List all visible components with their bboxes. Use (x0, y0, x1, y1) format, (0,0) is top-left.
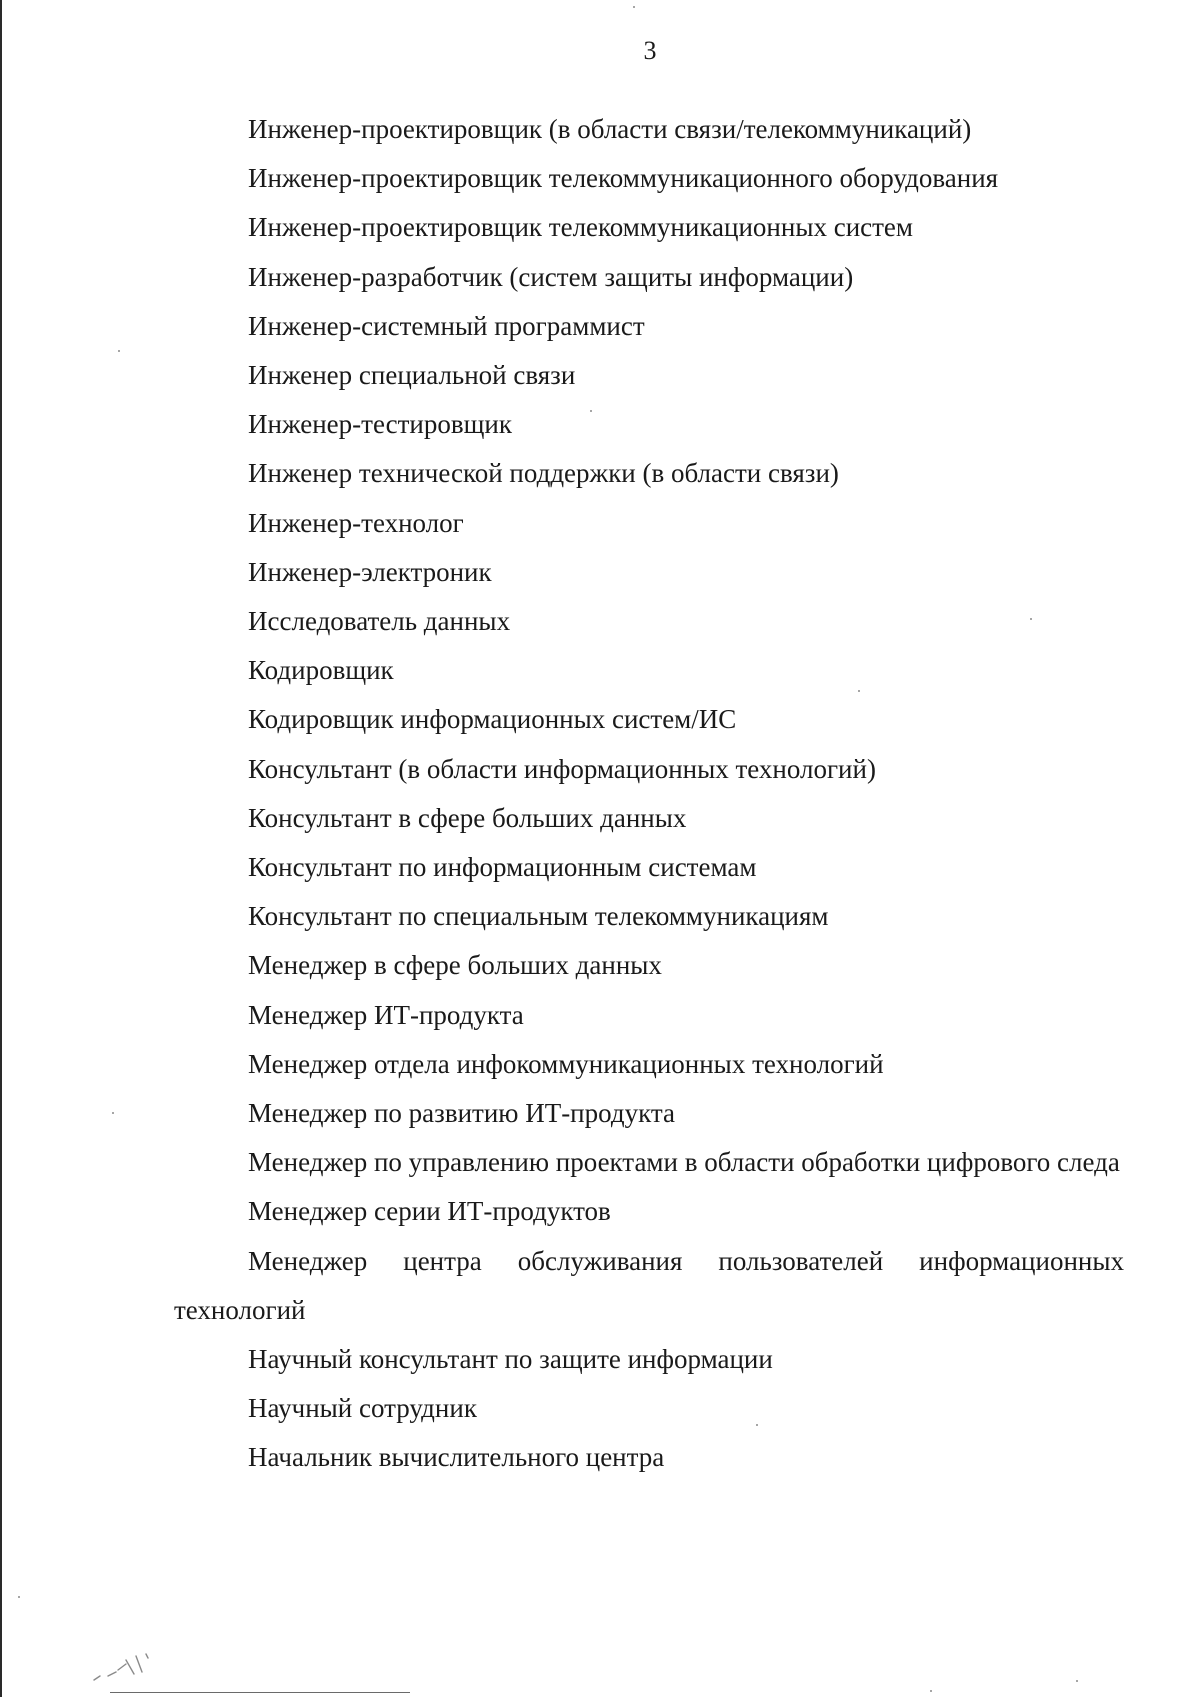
list-item: Научный консультант по защите информации (248, 1344, 773, 1375)
list-item: Менеджер центра обслуживания пользователей информационных технологий (174, 1245, 1124, 1325)
list-item: Инженер-проектировщик (в области связи/телекоммуникаций) (248, 114, 972, 144)
scan-speck (118, 350, 120, 352)
list-item: Менеджер отдела инфокоммуникационных технологий (248, 1048, 884, 1079)
scan-speck (633, 6, 635, 8)
list-item: Консультант (в области информационных технологий) (248, 753, 876, 784)
list-item: Научный сотрудник (248, 1393, 477, 1424)
scan-artifact-mark (86, 1646, 176, 1686)
list-item: Исследователь данных (248, 606, 511, 637)
list-item: Кодировщик (248, 655, 394, 686)
page-edge (0, 0, 2, 1697)
scan-speck (1076, 1680, 1078, 1682)
list-item: Инженер специальной связи (248, 360, 576, 391)
scan-speck (930, 1690, 932, 1692)
list-item: Инженер-тестировщик (248, 409, 512, 440)
scan-speck (858, 690, 860, 692)
list-item: Менеджер по развитию ИТ-продукта (248, 1098, 675, 1129)
scan-speck (1030, 618, 1032, 620)
scan-speck (590, 410, 592, 412)
scan-speck (112, 1112, 114, 1114)
scan-speck (756, 1424, 758, 1426)
list-item: Инженер-технолог (248, 507, 464, 538)
list-item: Кодировщик информационных систем/ИС (248, 704, 737, 735)
page-number: 3 (643, 36, 657, 65)
list-item: Инженер-разработчик (систем защиты информации) (248, 261, 854, 292)
list-item: Инженер-проектировщик телекоммуникационных систем (248, 212, 913, 243)
position-list (174, 105, 1124, 1483)
list-item: Менеджер в сфере больших данных (248, 950, 662, 981)
list-item: Консультант по специальным телекоммуникациям (248, 901, 829, 932)
list-item: Менеджер серии ИТ-продуктов (248, 1196, 611, 1227)
list-item: Консультант по информационным системам (248, 852, 757, 883)
list-item: Инженер-электроник (248, 556, 492, 587)
list-item: Менеджер по управлению проектами в области обработки цифрового следа (248, 1147, 1120, 1178)
list-item: Консультант в сфере больших данных (248, 802, 687, 833)
list-item: Начальник вычислительного центра (248, 1442, 665, 1473)
scan-speck (18, 1596, 20, 1598)
list-item: Инженер-системный программист (248, 310, 645, 341)
list-item: Менеджер ИТ-продукта (248, 999, 524, 1030)
list-item: Инженер-проектировщик телекоммуникационного оборудования (248, 163, 999, 194)
list-item: Инженер технической поддержки (в области связи) (248, 458, 839, 489)
bottom-rule (110, 1692, 410, 1693)
